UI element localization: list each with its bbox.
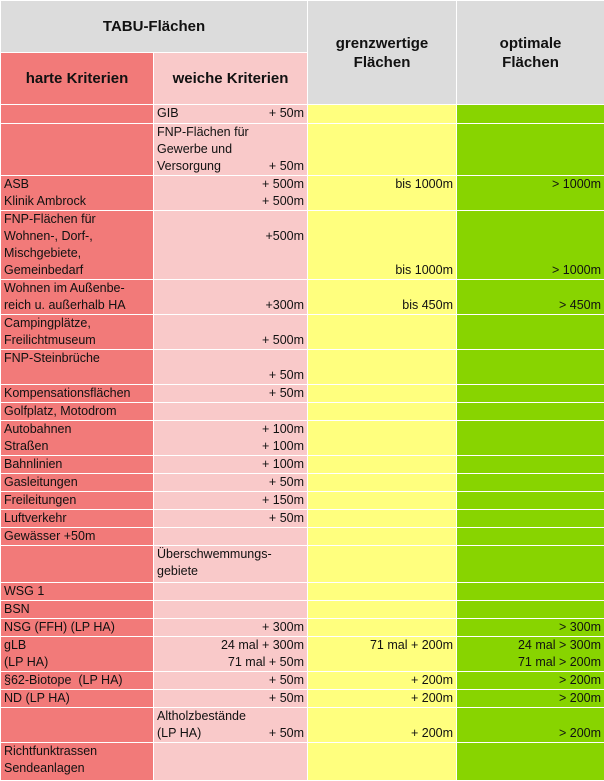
soft-criterion-distance: + 500m — [262, 332, 304, 349]
soft-criterion-distance: + 50m — [269, 474, 304, 491]
soft-criterion-line — [157, 124, 304, 141]
optimal-cell — [457, 708, 604, 743]
hard-criterion-cell — [1, 546, 154, 583]
borderline-cell-line: 71 mal + 200m — [311, 637, 453, 654]
optimal-cell-line — [460, 708, 601, 725]
hard-criterion-cell: gLB (LP HA) — [1, 637, 154, 672]
soft-criterion-distance: + 50m — [269, 725, 304, 742]
hard-criterion-cell: NSG (FFH) (LP HA) — [1, 619, 154, 637]
soft-criterion-line — [157, 350, 304, 367]
table-row — [1, 474, 604, 492]
borderline-cell-line — [311, 245, 453, 262]
soft-criterion-label — [157, 332, 160, 349]
optimal-cell-line: > 200m — [460, 725, 601, 742]
soft-criterion-line — [157, 510, 304, 527]
soft-criterion-label — [157, 492, 160, 509]
hard-criterion-cell: Freileitungen — [1, 492, 154, 510]
hard-criterion-cell: BSN — [1, 601, 154, 619]
soft-criterion-cell — [154, 421, 308, 456]
soft-criterion-label — [157, 438, 160, 455]
table-row — [1, 421, 604, 456]
borderline-cell-line — [311, 211, 453, 228]
soft-criterion-line — [157, 725, 304, 742]
optimal-cell-line: > 450m — [460, 297, 601, 314]
soft-criterion-line — [157, 492, 304, 509]
soft-criterion-distance: + 50m — [269, 690, 304, 707]
soft-criterion-cell — [154, 403, 308, 421]
soft-criterion-cell — [154, 385, 308, 403]
soft-criterion-line — [157, 474, 304, 491]
borderline-cell — [308, 385, 457, 403]
soft-criterion-line — [157, 546, 304, 563]
soft-criterion-line — [157, 456, 304, 473]
soft-criterion-cell — [154, 601, 308, 619]
soft-criterion-label — [157, 315, 160, 332]
table-row — [1, 546, 604, 583]
borderline-cell-line — [311, 280, 453, 297]
optimal-cell-line: > 200m — [460, 690, 601, 707]
borderline-cell — [308, 546, 457, 583]
soft-criterion-cell — [154, 315, 308, 350]
borderline-cell — [308, 637, 457, 672]
soft-criterion-cell — [154, 280, 308, 315]
optimal-cell — [457, 619, 604, 637]
table-row — [1, 211, 604, 280]
optimal-cell — [457, 456, 604, 474]
optimal-cell-line — [460, 211, 601, 228]
optimal-cell — [457, 474, 604, 492]
soft-criterion-label — [157, 367, 160, 384]
hard-criterion-cell: WSG 1 — [1, 583, 154, 601]
soft-criterion-line — [157, 315, 304, 332]
soft-criterion-line — [157, 158, 304, 175]
soft-criterion-cell — [154, 708, 308, 743]
borderline-cell-line — [311, 708, 453, 725]
soft-criterion-line — [157, 141, 304, 158]
soft-criterion-line — [157, 637, 304, 654]
hard-criterion-cell: Wohnen im Außenbe- reich u. außerhalb HA — [1, 280, 154, 315]
soft-criterion-label — [157, 421, 160, 438]
optimal-cell — [457, 105, 604, 124]
borderline-cell-line — [311, 654, 453, 671]
soft-criterion-cell — [154, 211, 308, 280]
borderline-cell — [308, 105, 457, 124]
header-hard-criteria: harte Kriterien — [1, 53, 154, 105]
soft-criterion-cell — [154, 124, 308, 176]
soft-criterion-line — [157, 332, 304, 349]
borderline-cell-line: bis 1000m — [311, 176, 453, 193]
soft-criterion-label — [157, 228, 160, 245]
soft-criterion-label — [157, 637, 160, 654]
table-row — [1, 619, 604, 637]
soft-criterion-distance: +300m — [265, 297, 304, 314]
optimal-cell — [457, 672, 604, 690]
soft-criterion-cell — [154, 690, 308, 708]
soft-criterion-line — [157, 563, 304, 580]
soft-criterion-distance: 24 mal + 300m — [221, 637, 304, 654]
optimal-cell-line: 71 mal > 200m — [460, 654, 601, 671]
soft-criterion-line — [157, 297, 304, 314]
soft-criterion-cell — [154, 619, 308, 637]
soft-criterion-label — [157, 474, 160, 491]
soft-criterion-line — [157, 619, 304, 636]
table-row — [1, 456, 604, 474]
soft-criterion-line — [157, 672, 304, 689]
soft-criterion-label — [157, 176, 160, 193]
soft-criterion-distance: + 50m — [269, 158, 304, 175]
optimal-cell-line: > 1000m — [460, 262, 601, 279]
hard-criterion-cell — [1, 708, 154, 743]
borderline-cell — [308, 211, 457, 280]
optimal-cell — [457, 385, 604, 403]
soft-criterion-distance: + 300m — [262, 619, 304, 636]
borderline-cell — [308, 403, 457, 421]
header-soft-criteria: weiche Kriterien — [154, 53, 308, 105]
soft-criterion-cell — [154, 672, 308, 690]
borderline-cell — [308, 528, 457, 546]
soft-criterion-distance: + 50m — [269, 672, 304, 689]
table-row — [1, 583, 604, 601]
table-row — [1, 601, 604, 619]
soft-criterion-label — [157, 245, 160, 262]
hard-criterion-cell: Autobahnen Straßen — [1, 421, 154, 456]
borderline-cell — [308, 510, 457, 528]
borderline-cell-line: bis 1000m — [311, 262, 453, 279]
optimal-cell-line — [460, 245, 601, 262]
borderline-cell-line: + 200m — [311, 690, 453, 707]
table-row — [1, 510, 604, 528]
soft-criterion-line — [157, 367, 304, 384]
borderline-cell-line: + 200m — [311, 672, 453, 689]
hard-criterion-cell: Gasleitungen — [1, 474, 154, 492]
optimal-cell — [457, 528, 604, 546]
soft-criterion-line — [157, 654, 304, 671]
borderline-cell — [308, 708, 457, 743]
soft-criterion-label — [157, 280, 160, 297]
optimal-cell — [457, 637, 604, 672]
borderline-cell — [308, 690, 457, 708]
hard-criterion-cell: §62-Biotope (LP HA) — [1, 672, 154, 690]
optimal-cell — [457, 211, 604, 280]
soft-criterion-label — [157, 193, 160, 210]
table-row — [1, 637, 604, 672]
soft-criterion-cell — [154, 528, 308, 546]
soft-criterion-cell — [154, 176, 308, 211]
table-row — [1, 492, 604, 510]
header-optimal: optimale Flächen — [457, 1, 604, 105]
soft-criterion-distance: + 150m — [262, 492, 304, 509]
optimal-cell — [457, 601, 604, 619]
soft-criterion-label — [157, 211, 160, 228]
soft-criterion-line — [157, 708, 304, 725]
soft-criterion-line — [157, 438, 304, 455]
borderline-cell — [308, 583, 457, 601]
hard-criterion-cell: Luftverkehr — [1, 510, 154, 528]
optimal-cell — [457, 403, 604, 421]
borderline-cell — [308, 124, 457, 176]
soft-criterion-label: Altholzbestände — [157, 708, 246, 725]
optimal-cell — [457, 421, 604, 456]
table-row — [1, 315, 604, 350]
borderline-cell — [308, 280, 457, 315]
optimal-cell — [457, 492, 604, 510]
hard-criterion-cell: FNP-Steinbrüche — [1, 350, 154, 385]
soft-criterion-label: Überschwemmungs- — [157, 546, 272, 563]
soft-criterion-cell — [154, 105, 308, 124]
soft-criterion-line — [157, 176, 304, 193]
soft-criterion-cell — [154, 743, 308, 781]
soft-criterion-cell — [154, 583, 308, 601]
soft-criterion-distance: + 100m — [262, 421, 304, 438]
soft-criterion-distance: + 50m — [269, 385, 304, 402]
hard-criterion-cell — [1, 105, 154, 124]
optimal-cell-line: > 200m — [460, 672, 601, 689]
hard-criterion-cell: Bahnlinien — [1, 456, 154, 474]
borderline-cell — [308, 474, 457, 492]
hard-criterion-cell: Golfplatz, Motodrom — [1, 403, 154, 421]
soft-criterion-label: gebiete — [157, 563, 198, 580]
soft-criterion-label — [157, 262, 160, 279]
soft-criterion-label — [157, 672, 160, 689]
soft-criterion-label: Gewerbe und — [157, 141, 232, 158]
hard-criterion-cell: Campingplätze, Freilichtmuseum — [1, 315, 154, 350]
table-row — [1, 105, 604, 124]
borderline-cell — [308, 315, 457, 350]
table-row — [1, 528, 604, 546]
optimal-cell — [457, 546, 604, 583]
soft-criterion-label — [157, 350, 160, 367]
borderline-cell — [308, 743, 457, 781]
borderline-cell-line: + 200m — [311, 725, 453, 742]
optimal-cell — [457, 510, 604, 528]
table-row — [1, 176, 604, 211]
soft-criterion-cell — [154, 546, 308, 583]
soft-criterion-distance: +500m — [265, 228, 304, 245]
soft-criterion-distance: 71 mal + 50m — [228, 654, 304, 671]
soft-criterion-cell — [154, 350, 308, 385]
optimal-cell-line — [460, 193, 601, 210]
borderline-cell — [308, 421, 457, 456]
soft-criterion-label — [157, 654, 160, 671]
soft-criterion-distance: + 50m — [269, 510, 304, 527]
borderline-cell — [308, 176, 457, 211]
optimal-cell-line — [460, 228, 601, 245]
soft-criterion-line — [157, 245, 304, 262]
optimal-cell — [457, 743, 604, 781]
soft-criterion-label: FNP-Flächen für — [157, 124, 249, 141]
optimal-cell-line: > 300m — [460, 619, 601, 636]
soft-criterion-label — [157, 456, 160, 473]
soft-criterion-label — [157, 690, 160, 707]
hard-criterion-cell: Richtfunktrassen Sendeanlagen — [1, 743, 154, 781]
borderline-cell-line: bis 450m — [311, 297, 453, 314]
borderline-cell-line — [311, 228, 453, 245]
soft-criterion-distance: + 500m — [262, 176, 304, 193]
table-row — [1, 690, 604, 708]
soft-criterion-label — [157, 510, 160, 527]
soft-criterion-distance: + 100m — [262, 456, 304, 473]
borderline-cell — [308, 456, 457, 474]
soft-criterion-line — [157, 690, 304, 707]
soft-criterion-cell — [154, 510, 308, 528]
table-row — [1, 385, 604, 403]
soft-criterion-line — [157, 211, 304, 228]
table-row — [1, 124, 604, 176]
hard-criterion-cell: ND (LP HA) — [1, 690, 154, 708]
soft-criterion-line — [157, 280, 304, 297]
soft-criterion-distance: + 50m — [269, 105, 304, 122]
optimal-cell — [457, 350, 604, 385]
table-row — [1, 708, 604, 743]
borderline-cell — [308, 492, 457, 510]
table-body — [1, 105, 604, 781]
hard-criterion-cell: Gewässer +50m — [1, 528, 154, 546]
hard-criterion-cell: Kompensationsflächen — [1, 385, 154, 403]
hard-criterion-cell — [1, 124, 154, 176]
hard-criterion-cell: FNP-Flächen für Wohnen-, Dorf-, Mischgebiete, Gemeinbedarf — [1, 211, 154, 280]
optimal-cell — [457, 690, 604, 708]
optimal-cell — [457, 315, 604, 350]
soft-criterion-distance: + 500m — [262, 193, 304, 210]
borderline-cell-line — [311, 193, 453, 210]
table-row — [1, 672, 604, 690]
optimal-cell — [457, 176, 604, 211]
soft-criterion-cell — [154, 456, 308, 474]
soft-criterion-line — [157, 105, 304, 122]
optimal-cell-line — [460, 280, 601, 297]
soft-criterion-label — [157, 619, 160, 636]
soft-criterion-label — [157, 297, 160, 314]
soft-criterion-line — [157, 421, 304, 438]
soft-criterion-line — [157, 385, 304, 402]
soft-criterion-line — [157, 262, 304, 279]
soft-criterion-label — [157, 385, 160, 402]
soft-criterion-line — [157, 193, 304, 210]
optimal-cell — [457, 583, 604, 601]
optimal-cell — [457, 280, 604, 315]
table-row — [1, 743, 604, 781]
soft-criterion-cell — [154, 474, 308, 492]
optimal-cell-line: 24 mal > 300m — [460, 637, 601, 654]
soft-criterion-cell — [154, 492, 308, 510]
borderline-cell — [308, 619, 457, 637]
soft-criterion-label: (LP HA) — [157, 725, 201, 742]
header-tabu: TABU-Flächen — [1, 1, 308, 53]
soft-criterion-distance: + 50m — [269, 367, 304, 384]
header-borderline: grenzwertige Flächen — [308, 1, 457, 105]
soft-criterion-line — [157, 228, 304, 245]
table-row — [1, 350, 604, 385]
soft-criterion-label: Versorgung — [157, 158, 221, 175]
table-row — [1, 280, 604, 315]
borderline-cell — [308, 350, 457, 385]
soft-criterion-label: GIB — [157, 105, 179, 122]
hard-criterion-cell: ASB Klinik Ambrock — [1, 176, 154, 211]
table-row — [1, 403, 604, 421]
soft-criterion-distance: + 100m — [262, 438, 304, 455]
soft-criterion-cell — [154, 637, 308, 672]
borderline-cell — [308, 672, 457, 690]
optimal-cell-line: > 1000m — [460, 176, 601, 193]
optimal-cell — [457, 124, 604, 176]
borderline-cell — [308, 601, 457, 619]
